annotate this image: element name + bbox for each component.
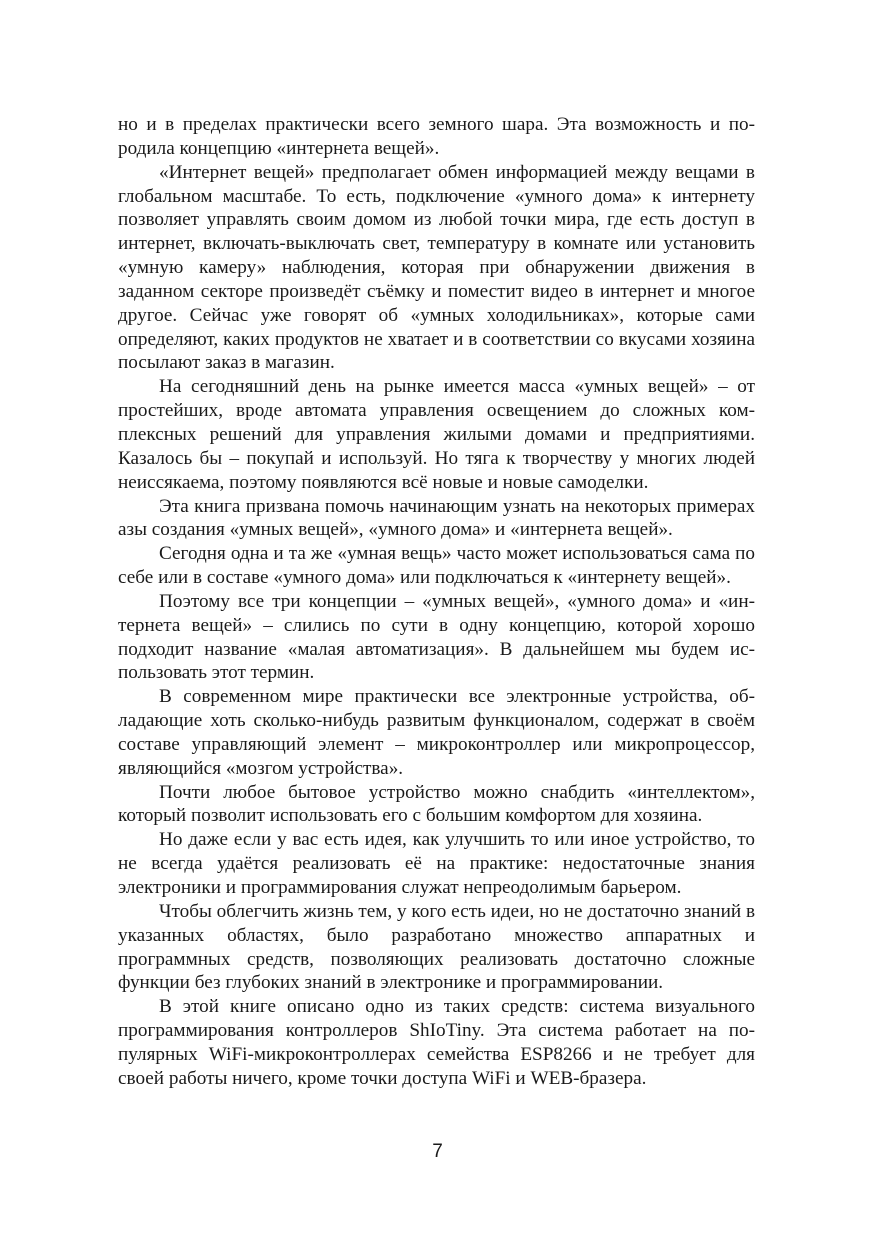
- paragraph: Почти любое бытовое устройство можно снабдить «интеллектом», который позволит использовать его с большим комфортом для хозяина.: [118, 781, 755, 827]
- paragraph: Поэтому все три концепции – «умных вещей», «умного дома» и «интернета вещей» – слились по сути в одну концепцию, которой хорошо подходит название «малая автоматизация». В дальнейшем мы будем использовать этот термин.: [118, 590, 755, 684]
- paragraph: В современном мире практически все электронные устройства, обладающие хоть сколько-нибудь развитым функционалом, содержат в своём составе управляющий элемент – микроконтроллер или микропроцессор, являющийся «мозгом устройства».: [118, 686, 755, 779]
- paragraph-continued: но и в пределах практически всего земного шара. Эта возможность и породила концепцию «интернета вещей».: [118, 114, 755, 159]
- body-text: [118, 113, 755, 1091]
- paragraph: Чтобы облегчить жизнь тем, у кого есть идеи, но не достаточно знаний в указанных областях, было разработано множество аппаратных и программных средств, позволяющих реализовать достаточно сложные функции без глубоких знаний в электронике и программировании.: [118, 900, 755, 994]
- page-number: 7: [432, 1141, 443, 1162]
- paragraph: Но даже если у вас есть идея, как улучшить то или иное устройство, то не всегда удаётся реализовать её на практике: недостаточные знания электроники и программирования служат непреодолимым барьером.: [118, 829, 755, 898]
- paragraph: «Интернет вещей» предполагает обмен информацией между вещами в глобальном масштабе. То есть, подключение «умного дома» к интернету позволяет управлять своим домом из любой точки мира, где есть доступ в интернет, включать-выключать свет, температуру в комнате или установить «умную камеру» наблюдения, которая при обнаружении движения в заданном секторе произведёт съёмку и поместит видео в интернет и многое другое. Сейчас уже говорят об «умных холодильниках», которые сами определяют, каких продуктов не хватает и в соответствии со вкусами хозяина посылают заказ в магазин.: [118, 161, 755, 374]
- paragraph: На сегодняшний день на рынке имеется масса «умных вещей» – от простейших, вроде автомата управления освещением до сложных комплексных решений для управления жилыми домами и предприятиями. Казалось бы – покупай и используй. Но тяга к творчеству у многих людей неиссякаема, поэтому появляются всё новые и новые самоделки.: [118, 376, 755, 493]
- paragraph: Эта книга призвана помочь начинающим узнать на некоторых примерах азы создания «умных вещей», «умного дома» и «интернета вещей».: [118, 495, 755, 541]
- paragraph: В этой книге описано одно из таких средств: система визуального программирования контроллеров ShIoTiny. Эта система работает на популярных WiFi-микроконтроллерах семейства ESP8266 и не требует для своей работы ничего, кроме точки доступа WiFi и WEB-бразера.: [118, 996, 755, 1089]
- paragraph: Сегодня одна и та же «умная вещь» часто может использоваться сама по себе или в составе «умного дома» или подключаться к «интернету вещей».: [118, 543, 755, 589]
